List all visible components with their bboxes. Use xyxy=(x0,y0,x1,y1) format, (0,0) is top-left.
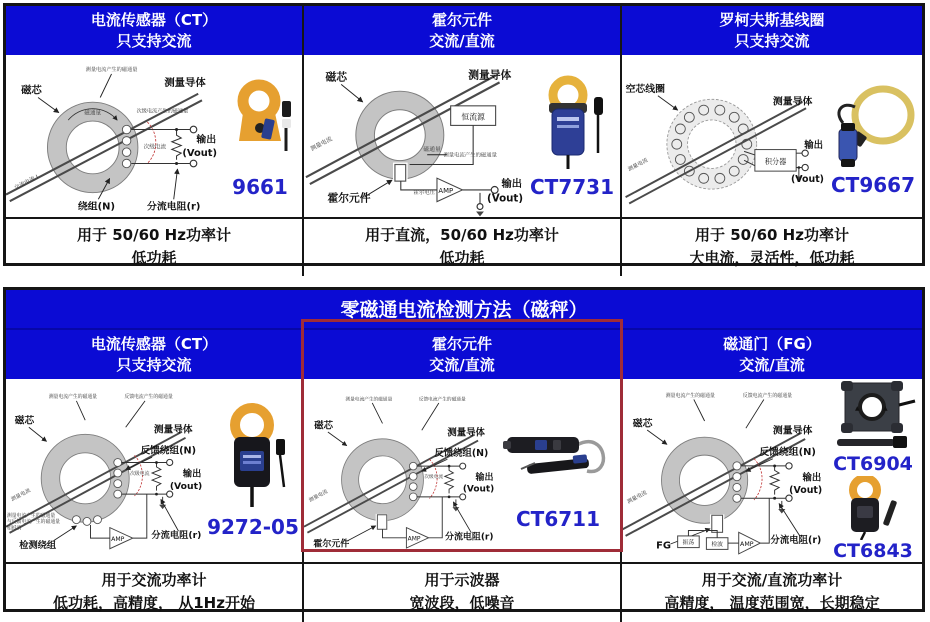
output-vout-label: (Vout) xyxy=(789,485,823,497)
header-line2: 只支持交流 xyxy=(116,355,192,374)
product-label-ct6843: CT6843 xyxy=(833,540,913,563)
column-zeroflux-hall-caption xyxy=(304,562,620,622)
primary-current-label: 测量电流 xyxy=(626,490,649,506)
column-ct-header xyxy=(6,6,302,55)
column-hall-caption xyxy=(304,217,620,277)
header-line2: 只支持交流 xyxy=(116,31,192,50)
shunt-label: 分流电阻(r) xyxy=(770,535,822,547)
amp-label: AMP xyxy=(111,536,125,544)
cancel-note-line3: 相抵消 xyxy=(6,526,22,532)
hall-element-label: 霍尔元件 xyxy=(313,539,350,550)
hall-diagram xyxy=(304,55,524,216)
output-vout-label: (Vout) xyxy=(462,485,495,496)
output-label: 输出 xyxy=(802,472,822,484)
column-zeroflux-ct xyxy=(6,330,302,622)
amp-label: AMP xyxy=(438,187,454,196)
output-vout-label: (Vout) xyxy=(182,148,218,160)
conductor-label: 测量导体 xyxy=(772,97,813,109)
product-ct7731 xyxy=(524,55,620,216)
product-9661-photo xyxy=(223,75,297,175)
caption-line2: 低功耗 xyxy=(439,248,485,267)
flux-note-top-label: 测量电流产生的磁通量 xyxy=(85,67,138,74)
flux-label: 磁通量 xyxy=(84,110,102,117)
zero-flux-panel xyxy=(3,287,925,612)
caption-line1: 用于 50/60 Hz功率计 xyxy=(77,225,231,244)
amp-label: AMP xyxy=(407,535,421,543)
caption-line1: 用于交流/直流功率计 xyxy=(701,571,843,590)
product-label-9661: 9661 xyxy=(232,174,288,199)
oscillator-box-label: 振荡 xyxy=(682,540,695,547)
primary-current-label: 测量电流 xyxy=(309,136,334,153)
caption-line2: 宽波段，低噪音 xyxy=(409,594,515,613)
header-line1: 磁通门（FG） xyxy=(723,335,821,353)
column-zeroflux-hall-header xyxy=(304,330,620,379)
fg-label: FG xyxy=(656,540,671,552)
column-ct xyxy=(6,6,302,276)
product-label-ct6711: CT6711 xyxy=(516,507,600,532)
output-vout-label: (Vout) xyxy=(487,193,524,206)
product-9272-05-photo xyxy=(210,403,296,515)
feedback-winding-label: 反馈绕组(N) xyxy=(434,448,489,460)
flux-note-left-label: 测量电流产生的磁通量 xyxy=(48,395,98,401)
column-zeroflux-hall xyxy=(302,330,620,622)
secondary-current-label: 次级电流 xyxy=(424,475,444,481)
product-ct9667 xyxy=(824,55,922,216)
flux-label: 磁通量 xyxy=(423,147,441,154)
product-fluxgate-photos xyxy=(824,379,922,562)
output-label: 输出 xyxy=(501,178,523,191)
integrator-box-label: 积分器 xyxy=(764,157,787,167)
caption-line1: 用于示波器 xyxy=(424,571,500,590)
product-ct6711 xyxy=(496,379,620,562)
detector-box-label: 检波 xyxy=(711,542,724,549)
column-zeroflux-ct-header xyxy=(6,330,302,379)
column-fluxgate xyxy=(620,330,922,622)
column-fluxgate-caption xyxy=(622,562,922,622)
column-zeroflux-ct-caption xyxy=(6,562,302,622)
feedback-winding-label: 反馈绕组(N) xyxy=(759,447,816,459)
product-9272-05 xyxy=(204,379,302,562)
core-label: 磁芯 xyxy=(325,70,348,84)
header-line1: 电流传感器（CT） xyxy=(90,335,218,353)
svg-text:▲: ▲ xyxy=(883,405,888,413)
output-vout-label: (Vout) xyxy=(169,481,203,493)
flux-note-right-label: 反馈电流产生的磁通量 xyxy=(418,397,466,403)
zeroflux-hall-diagram xyxy=(304,379,496,562)
ct-diagram xyxy=(6,55,218,216)
caption-line2: 高精度， 温度范围宽，长期稳定 xyxy=(664,594,880,613)
core-label: 磁芯 xyxy=(21,85,42,98)
header-line2: 交流/直流 xyxy=(429,31,495,50)
product-label-9272-05: 9272-05 xyxy=(207,515,299,540)
column-ct-caption xyxy=(6,217,302,277)
product-ct6843-photo xyxy=(829,476,917,540)
product-label-ct7731: CT7731 xyxy=(530,174,614,199)
core-label: 磁芯 xyxy=(314,420,334,432)
header-line1: 罗柯夫斯基线圈 xyxy=(719,11,825,29)
caption-line2: 低功耗，高精度， 从1Hz开始 xyxy=(53,594,255,613)
core-label: 磁芯 xyxy=(14,416,35,428)
current-source-box-label: 恒流源 xyxy=(461,112,485,122)
header-line1: 霍尔元件 xyxy=(431,11,492,29)
cancel-note-line1: 测量电流产生的磁通量 xyxy=(6,514,56,520)
primary-current-label: 测量电流 xyxy=(627,157,650,174)
output-label: 输出 xyxy=(182,468,202,480)
shunt-label: 分流电阻(r) xyxy=(151,530,202,542)
conductor-label: 测量导体 xyxy=(447,427,485,439)
column-rogowski xyxy=(620,6,922,276)
shunt-label: 分流电阻(r) xyxy=(445,532,494,543)
secondary-current-label: 次级电流 xyxy=(130,472,150,478)
flux-note-right-label: 反馈电流产生的磁通量 xyxy=(742,393,793,400)
rogowski-diagram xyxy=(622,55,824,216)
column-hall xyxy=(302,6,620,276)
product-ct6711-photo xyxy=(501,411,615,507)
conductor-label: 测量导体 xyxy=(772,425,813,437)
top-comparison-panel xyxy=(3,3,925,266)
zeroflux-ct-diagram xyxy=(6,379,204,562)
secondary-current-label: 次级电流 xyxy=(143,144,167,151)
header-line2: 交流/直流 xyxy=(429,355,495,374)
flux-note-left-label: 测量电流产生的磁通量 xyxy=(665,393,715,400)
output-label: 输出 xyxy=(475,473,494,484)
caption-line1: 用于直流，50/60 Hz功率计 xyxy=(365,225,559,244)
svg-text:▲: ▲ xyxy=(855,405,860,413)
flux-note-left-label: 测量电流产生的磁通量 xyxy=(345,397,393,403)
winding-label: 绕组(N) xyxy=(77,202,115,214)
fluxgate-diagram xyxy=(622,379,824,562)
column-rogowski-caption xyxy=(622,217,922,277)
hall-element-label: 霍尔元件 xyxy=(327,192,371,206)
shunt-label: 分流电阻(r) xyxy=(147,202,201,214)
flux-note-right-label: 次级电流产生的磁通量 xyxy=(136,108,189,115)
column-rogowski-header xyxy=(622,6,922,55)
header-line1: 霍尔元件 xyxy=(431,335,492,353)
caption-line1: 用于 50/60 Hz功率计 xyxy=(695,225,849,244)
amp-label: AMP xyxy=(740,541,754,549)
product-9661 xyxy=(218,55,302,216)
flux-note-right-label: 反馈电流产生的磁通量 xyxy=(124,395,173,401)
product-ct6904-photo xyxy=(829,379,917,453)
conductor-label: 测量导体 xyxy=(468,68,512,82)
product-ct9667-photo xyxy=(829,77,917,173)
output-label: 输出 xyxy=(196,135,217,147)
coil-label: 空芯线圈 xyxy=(625,84,666,96)
header-line2: 交流/直流 xyxy=(739,355,805,374)
caption-line2: 低功耗 xyxy=(131,248,177,267)
primary-current-label: 测量电流 xyxy=(10,488,32,504)
header-line2: 只支持交流 xyxy=(734,31,810,50)
output-label: 输出 xyxy=(804,140,824,152)
caption-line1: 用于交流功率计 xyxy=(101,571,207,590)
header-line1: 电流传感器（CT） xyxy=(90,11,218,29)
zero-flux-title: 零磁通电流检测方法（磁秤） xyxy=(6,290,922,330)
conductor-label: 测量导体 xyxy=(153,424,193,436)
product-label-ct9667: CT9667 xyxy=(831,172,915,197)
product-label-ct6904: CT6904 xyxy=(833,453,913,476)
flux-note-label: 测量电流产生的磁通量 xyxy=(443,153,498,160)
feedback-winding-label: 反馈绕组(N) xyxy=(140,446,197,458)
hall-voltage-label: 霍尔电压 xyxy=(413,190,435,197)
column-hall-header xyxy=(304,6,620,55)
cancel-note-line2: 与反馈电流产生的磁通量 xyxy=(6,520,61,526)
product-ct7731-photo xyxy=(530,75,614,175)
primary-current-label: 交流电流 I xyxy=(13,174,40,192)
primary-current-label: 测量电流 xyxy=(308,489,329,505)
core-label: 磁芯 xyxy=(632,418,653,430)
detect-winding-label: 检测绕组 xyxy=(19,540,57,552)
column-fluxgate-header xyxy=(622,330,922,379)
conductor-label: 测量导体 xyxy=(164,77,206,90)
caption-line2: 大电流，灵活性，低功耗 xyxy=(689,248,855,267)
output-vout-label: (Vout) xyxy=(790,174,824,186)
